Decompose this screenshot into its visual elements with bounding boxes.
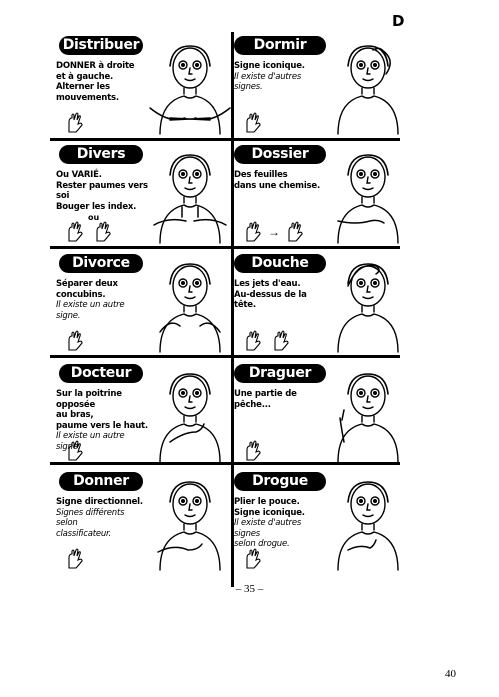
entry-title: Divers xyxy=(59,145,143,164)
entry-title: Drogue xyxy=(234,472,326,491)
signer-illustration xyxy=(318,366,418,471)
entry-description xyxy=(234,389,326,410)
handshape-icon xyxy=(242,330,264,357)
page-number: – 35 – xyxy=(235,583,264,595)
sign-entry xyxy=(232,145,402,250)
description-line: dans une chemise. xyxy=(234,180,320,191)
entry-title: Draguer xyxy=(234,364,326,383)
entry-title: Divorce xyxy=(59,254,143,273)
entry-description xyxy=(56,170,148,212)
handshape-icon xyxy=(64,548,86,575)
entry-title: Dormir xyxy=(234,36,326,55)
handshape-icon xyxy=(64,440,86,467)
entry-title: Douche xyxy=(234,254,326,273)
description-line: Signe iconique. xyxy=(234,507,305,518)
entry-title: Dossier xyxy=(234,145,326,164)
description-line: Il existe d'autres signes. xyxy=(234,71,302,92)
description-line: Rester paumes vers soi xyxy=(56,180,148,201)
description-line: Une partie de pêche... xyxy=(234,389,297,410)
description-line: Signe iconique. xyxy=(234,61,305,71)
signer-illustration xyxy=(140,366,240,471)
signer-illustration xyxy=(140,147,240,252)
description-line: Signe directionnel. xyxy=(56,497,143,507)
description-line: paume vers le haut. xyxy=(56,420,148,431)
handshape-icon xyxy=(64,221,86,248)
description-line: Séparer deux concubins. xyxy=(56,279,118,300)
handshape-icon xyxy=(270,330,292,357)
entry-description xyxy=(234,279,326,311)
footer-number: 40 xyxy=(445,668,456,680)
handshape-icon xyxy=(242,221,264,248)
arrow-icon: → xyxy=(268,225,280,239)
description-line: Bouger les index. xyxy=(56,201,137,212)
entry-title: Distribuer xyxy=(59,36,143,55)
sign-entry xyxy=(54,36,224,141)
description-line: Signes différents selon xyxy=(56,507,125,528)
entry-title: Docteur xyxy=(59,364,143,383)
sign-entry xyxy=(232,36,402,141)
description-line: classificateur. xyxy=(56,528,112,539)
description-line: Au-dessus de la tête. xyxy=(234,289,307,310)
description-line: Alterner les mouvements. xyxy=(56,82,119,103)
description-line: DONNER à droite xyxy=(56,61,135,71)
signer-illustration xyxy=(318,38,418,143)
sign-entry xyxy=(54,145,224,250)
entry-description xyxy=(56,61,148,103)
description-line: Plier le pouce. xyxy=(234,497,300,507)
description-line: Sur la poitrine opposée xyxy=(56,389,122,410)
handshape-icon xyxy=(64,330,86,357)
sign-entry xyxy=(54,254,224,359)
sign-entry xyxy=(54,472,224,577)
description-line: et à gauche. xyxy=(56,71,114,82)
signer-illustration xyxy=(140,256,240,361)
description-line: Des feuilles xyxy=(234,170,288,180)
signer-illustration xyxy=(140,38,240,143)
description-line: au bras, xyxy=(56,410,94,420)
signer-illustration xyxy=(318,474,418,579)
entry-title: Donner xyxy=(59,472,143,491)
sign-entry xyxy=(232,364,402,469)
handshape-icon xyxy=(284,221,306,248)
handshape-icon xyxy=(92,221,114,248)
handshape-icon xyxy=(242,548,264,575)
sign-entry xyxy=(54,364,224,469)
alternative-label: ou xyxy=(88,213,100,222)
handshape-icon xyxy=(242,112,264,139)
signer-illustration xyxy=(140,474,240,579)
entry-description xyxy=(234,497,326,550)
sign-entry xyxy=(232,472,402,577)
description-line: Il existe un autre signe. xyxy=(56,300,125,321)
entry-description xyxy=(234,170,326,191)
handshape-icon xyxy=(64,112,86,139)
description-line: Ou VARIÉ. xyxy=(56,170,102,180)
description-line: Les jets d'eau. xyxy=(234,279,301,289)
description-line: Il existe un autre signe. xyxy=(56,431,125,452)
entry-description xyxy=(56,279,148,321)
entry-description xyxy=(56,497,148,539)
entry-description xyxy=(234,61,326,93)
signer-illustration xyxy=(318,256,418,361)
description-line: selon drogue. xyxy=(234,539,290,549)
sign-entry xyxy=(232,254,402,359)
handshape-icon xyxy=(242,440,264,467)
signer-illustration xyxy=(318,147,418,252)
section-letter: D xyxy=(392,12,405,30)
description-line: Il existe d'autres signes xyxy=(234,518,302,539)
